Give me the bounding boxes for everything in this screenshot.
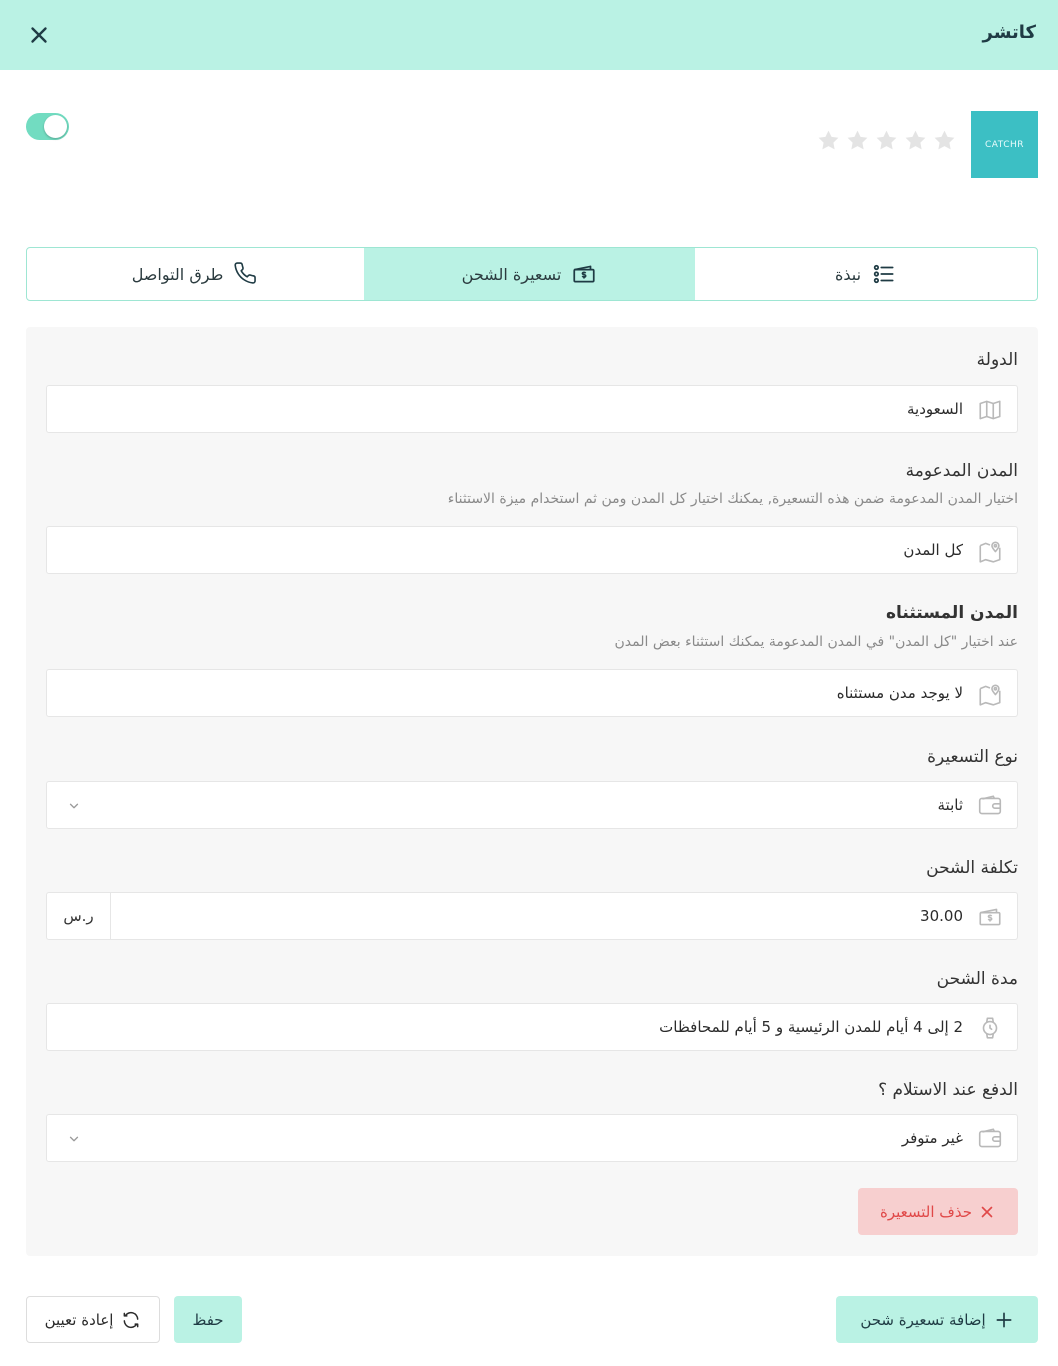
add-shipping-pricing-label: إضافة تسعيرة شحن [860,1310,986,1329]
list-icon [871,261,897,287]
chevron-down-icon [67,1132,81,1146]
watch-icon [977,1015,1003,1041]
country-value: السعودية [906,400,963,418]
supported-cities-value: كل المدن [903,541,963,559]
shipping-cost-input[interactable] [46,892,1018,940]
pricing-type-select[interactable] [46,781,1018,829]
plus-icon [994,1310,1014,1330]
toggle-knob [44,115,67,138]
money-icon [977,904,1003,930]
modal-title: كاتشر [982,22,1036,43]
map-pin-icon [977,681,1003,707]
delete-pricing-button[interactable] [858,1188,1018,1235]
shipping-duration-input[interactable] [46,1003,1018,1051]
add-shipping-pricing-button[interactable] [836,1296,1038,1343]
country-select[interactable] [46,385,1018,433]
excluded-cities-select[interactable] [46,669,1018,717]
cod-label: الدفع عند الاستلام ؟ [878,1080,1018,1100]
country-label: الدولة [976,350,1018,370]
refresh-icon [121,1310,141,1330]
excluded-cities-help: عند اختيار "كل المدن" في المدن المدعومة يمكنك استثناء بعض المدن [614,634,1018,650]
pricing-type-label: نوع التسعيرة [927,747,1018,767]
tab-about-label: نبذة [834,264,862,284]
save-button[interactable] [174,1296,242,1343]
money-icon [571,261,597,287]
wallet-icon [977,1126,1003,1152]
map-pin-icon [977,538,1003,564]
delete-pricing-label: حذف التسعيرة [880,1202,973,1221]
star-icon[interactable] [845,128,870,153]
modal-header [0,0,1058,70]
reset-button[interactable] [26,1296,160,1343]
save-label: حفظ [192,1310,224,1329]
shipping-duration-value: 2 إلى 4 أيام للمدن الرئيسية و 5 أيام للمحافظات [659,1018,963,1036]
star-icon[interactable] [903,128,928,153]
excluded-cities-label: المدن المستثناه [886,603,1018,623]
close-icon [978,1203,996,1221]
tab-shipping-pricing-label: تسعيرة الشحن [461,264,562,284]
shipping-cost-label: تكلفة الشحن [926,858,1018,878]
shipping-duration-label: مدة الشحن [936,969,1018,989]
supported-cities-help: اختيار المدن المدعومة ضمن هذه التسعيرة, يمكنك اختيار كل المدن ومن ثم استخدام ميزة الاستثناء [447,491,1018,507]
star-icon[interactable] [816,128,841,153]
map-icon [977,397,1003,423]
store-logo [971,111,1038,178]
chevron-down-icon [67,799,81,813]
pricing-type-value: ثابتة [937,796,963,814]
shipping-pricing-panel [26,327,1038,1256]
supported-cities-select[interactable] [46,526,1018,574]
store-active-toggle[interactable] [26,113,69,140]
phone-icon [233,261,259,287]
wallet-icon [977,793,1003,819]
cod-value: غير متوفر [901,1129,963,1147]
excluded-cities-value: لا يوجد مدن مستثناه [836,684,963,702]
cod-select[interactable] [46,1114,1018,1162]
tab-about[interactable] [695,248,1037,300]
reset-label: إعادة تعيين [44,1310,114,1329]
shipping-cost-value: 30.00 [920,907,963,925]
star-icon[interactable] [874,128,899,153]
tab-shipping-pricing[interactable] [364,248,695,300]
close-icon[interactable] [26,22,52,48]
currency-suffix: ر.س [47,893,111,939]
store-logo-text: CATCHR [984,139,1025,150]
tab-contact-methods[interactable] [27,248,364,300]
tab-contact-methods-label: طرق التواصل [131,264,224,284]
star-icon[interactable] [932,128,957,153]
supported-cities-label: المدن المدعومة [905,461,1018,481]
rating-stars [816,128,957,153]
tab-bar [26,247,1038,301]
